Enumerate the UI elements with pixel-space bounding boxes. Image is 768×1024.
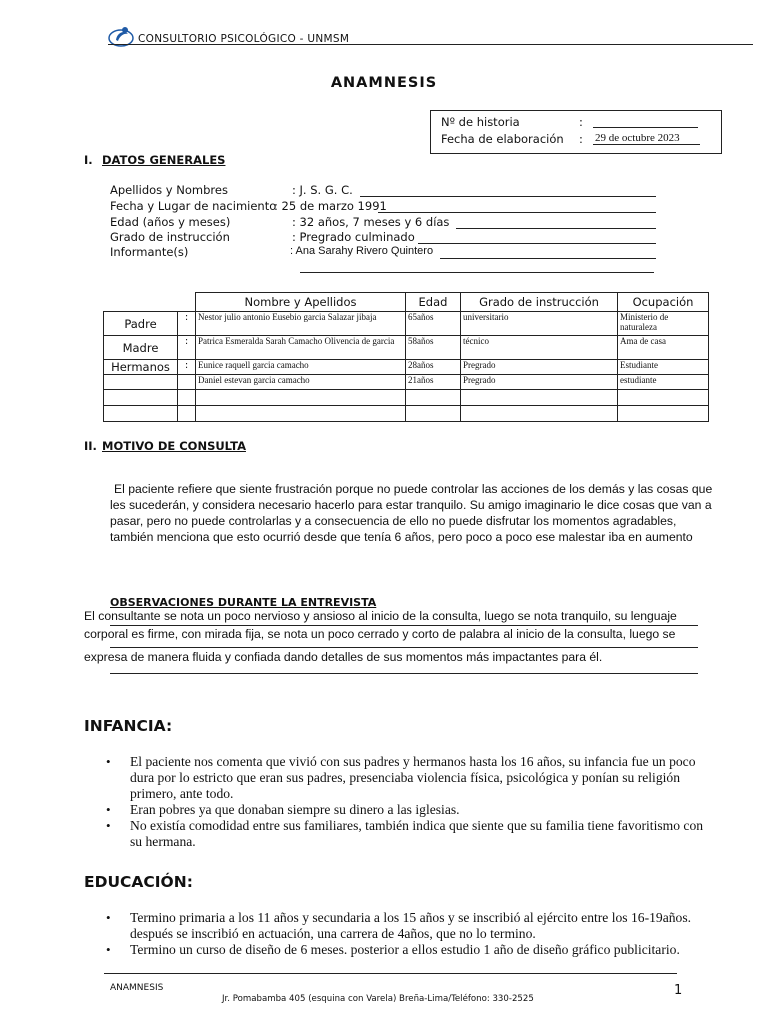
observation-line: El consultante se nota un poco nervioso y ansioso al inicio de la consulta, luego se nota tranquilo, su lenguaje [84, 609, 677, 623]
name-cell: Patrica Esmeralda Sarah Camacho Olivencia de garcia [196, 336, 406, 360]
education-cell: técnico [461, 336, 618, 360]
consult-reason-text: El paciente refiere que siente frustración porque no puede controlar las acciones de los demás y las cosas que les sucederán, y considera necesario hacerlo para estar tranquilo. Su amigo imaginario le dice cosas que van a pasar, pero no puede controlarlas y a consecuencia de ello no puede disfrutar los momentos agradables, también menciona que esto ocurrió desde que tenía 6 años, pero poco a poco ese malestar iba en aumento [110, 482, 713, 544]
birth-underline [378, 212, 656, 213]
name-cell [196, 390, 406, 406]
observation-rule [110, 647, 698, 648]
name-cell: Daniel estevan garcia camacho [196, 375, 406, 390]
occupation-cell [618, 390, 709, 406]
history-box [430, 110, 722, 154]
age-cell: 58años [406, 336, 461, 360]
table-row [104, 390, 709, 406]
educacion-heading: EDUCACIÓN: [84, 873, 193, 891]
table-row [104, 360, 709, 375]
observation-line: expresa de manera fluida y confiada dando detalles de sus momentos más impactantes para él. [84, 650, 603, 664]
table-row [104, 312, 709, 336]
education-cell [461, 406, 618, 422]
colon-cell: : [178, 336, 196, 360]
elaboration-date-label: Fecha de elaboración [441, 132, 564, 146]
educacion-list [106, 910, 712, 958]
history-number-colon: : [579, 115, 583, 129]
header-title: CONSULTORIO PSICOLÓGICO - UNMSM [138, 33, 350, 45]
list-item: • El paciente nos comenta que vivió con sus padres y hermanos hasta los 16 años, su infancia fue un poco dura por lo estricto que eran sus padres, presenciaba violencia física, psicológica y ponían su religión primero, ante todo. [106, 754, 712, 802]
footer-address: Jr. Pomabamba 405 (esquina con Varela) Breña-Lima/Teléfono: 330-2525 [222, 994, 534, 1004]
elaboration-date-value: 29 de octubre 2023 [593, 132, 700, 145]
table-row [104, 336, 709, 360]
footer-label: ANAMNESIS [110, 983, 164, 993]
colon-cell [178, 390, 196, 406]
history-number-label: Nº de historia [441, 115, 520, 129]
relation-cell: Padre [104, 312, 178, 336]
elaboration-date-colon: : [579, 132, 583, 146]
occupation-cell [618, 406, 709, 422]
age-cell: 65años [406, 312, 461, 336]
header-name: Nombre y Apellidos [196, 293, 406, 312]
list-item: • Termino un curso de diseño de 6 meses. posterior a ellos estudio 1 año de diseño gráfico publicitario. [106, 942, 712, 958]
occupation-cell: Ama de casa [618, 336, 709, 360]
general-row-name: Apellidos y Nombres : J. S. G. C. [110, 183, 353, 197]
observation-line: corporal es firme, con mirada fija, se nota un poco cerrado y corto de palabra al inicio de la consulta, luego se [84, 627, 676, 641]
section-consult-reason-heading: II. MOTIVO DE CONSULTA [84, 439, 246, 453]
list-item: • No existía comodidad entre sus familiares, también indica que siente que su familia tiene favoritismo con su hermana. [106, 818, 712, 850]
observations-heading: OBSERVACIONES DURANTE LA ENTREVISTA [110, 596, 377, 609]
header-occupation: Ocupación [618, 293, 709, 312]
observation-rule [110, 625, 698, 626]
age-cell: 28años [406, 360, 461, 375]
relation-cell [104, 375, 178, 390]
colon-cell: : [178, 312, 196, 336]
occupation-cell: Ministerio de naturaleza [618, 312, 709, 336]
education-cell: universitario [461, 312, 618, 336]
name-underline [360, 196, 656, 197]
header-education: Grado de instrucción [461, 293, 618, 312]
colon-cell: : [178, 360, 196, 375]
footer-divider [104, 973, 677, 974]
section-general-data-heading: I. DATOS GENERALES [84, 153, 226, 167]
general-row-education: Grado de instrucción : Pregrado culminado [110, 230, 415, 244]
education-cell: Pregrado [461, 360, 618, 375]
infancia-heading: INFANCIA: [84, 717, 173, 735]
age-cell [406, 390, 461, 406]
general-row-birth: Fecha y Lugar de nacimiento : 25 de marzo 1991 [110, 199, 387, 213]
general-row-age: Edad (años y meses) : 32 años, 7 meses y 6 días [110, 215, 450, 229]
table-row [104, 375, 709, 390]
infancia-list [106, 754, 712, 850]
document-title: ANAMNESIS [330, 75, 438, 91]
informant-extra-line [300, 272, 654, 273]
name-cell [196, 406, 406, 422]
education-underline [418, 243, 656, 244]
name-cell: Nestor julio antonio Eusebio garcia Salazar jibaja [196, 312, 406, 336]
relation-cell [104, 406, 178, 422]
header-age: Edad [406, 293, 461, 312]
general-row-informant: Informante(s) : Ana Sarahy Rivero Quintero [110, 245, 434, 259]
history-number-field[interactable] [593, 127, 698, 128]
colon-cell [178, 375, 196, 390]
family-table-header-row [104, 293, 709, 312]
page-number: 1 [674, 983, 683, 998]
table-row [104, 406, 709, 422]
relation-cell: Hermanos [104, 360, 178, 375]
occupation-cell: Estudiante [618, 360, 709, 375]
header-divider [108, 44, 753, 45]
relation-cell: Madre [104, 336, 178, 360]
informant-underline [440, 258, 656, 259]
relation-cell [104, 390, 178, 406]
age-underline [456, 228, 656, 229]
age-cell: 21años [406, 375, 461, 390]
colon-cell [178, 406, 196, 422]
occupation-cell: estudiante [618, 375, 709, 390]
name-cell: Eunice raquell garcia camacho [196, 360, 406, 375]
family-table [103, 292, 709, 422]
list-item: • Eran pobres ya que donaban siempre su dinero a las iglesias. [106, 802, 712, 818]
list-item: • Termino primaria a los 11 años y secundaria a los 15 años y se inscribió al ejército entre los 16-19años. después se inscribió en actuación, una carrera de 4años, que no lo termino. [106, 910, 712, 942]
observation-rule [110, 673, 698, 674]
age-cell [406, 406, 461, 422]
education-cell: Pregrado [461, 375, 618, 390]
education-cell [461, 390, 618, 406]
